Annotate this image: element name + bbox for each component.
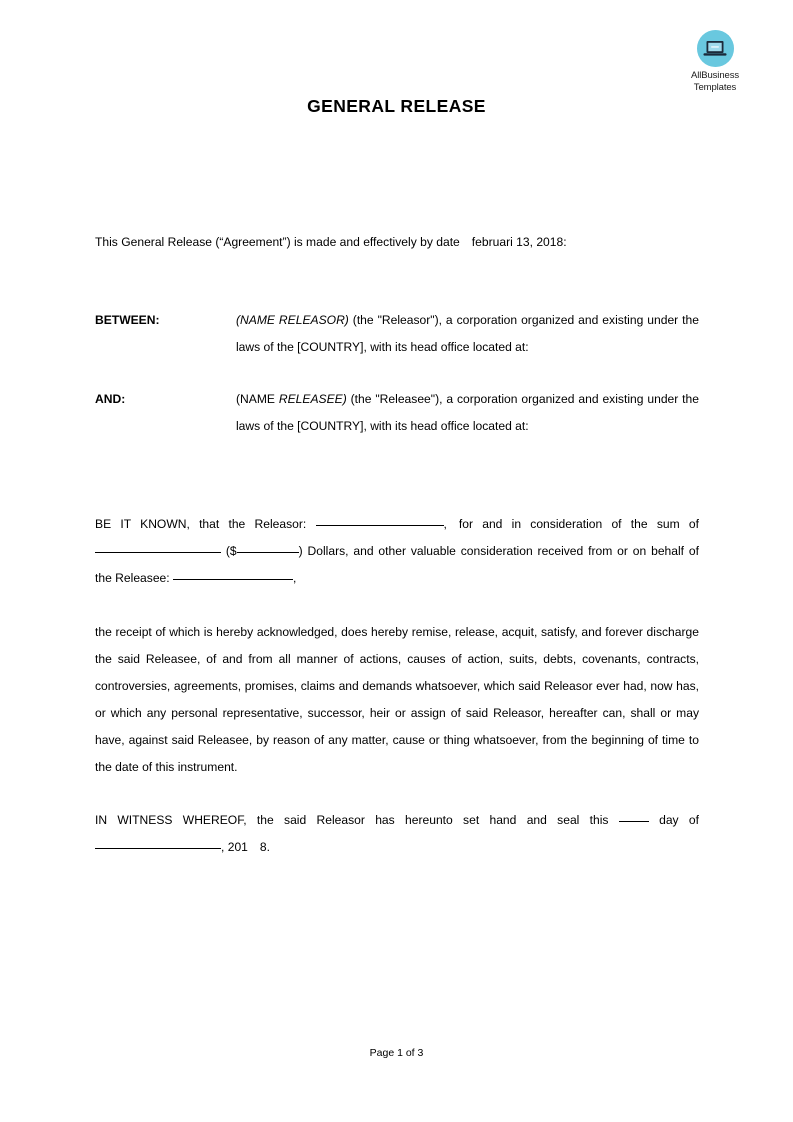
between-label: BETWEEN: <box>95 313 160 327</box>
page-title: GENERAL RELEASE <box>307 96 486 116</box>
releasor-name-blank[interactable] <box>316 525 444 526</box>
intro-paragraph <box>95 229 699 256</box>
intro-colon: : <box>563 235 567 249</box>
release-body-paragraph: the receipt of which is hereby acknowledged, does hereby remise, release, acquit, satisfy, and forever discharge the said Releasee, of and from all manner of actions, causes of action, suits, debts, covenants, contracts, controversies, agreements, promises, claims and demands whatsoever, which said Releasor ever had, now has, or which any personal representative, successor, heir or assign of said Releasor, hereafter can, shall or may have, against said Releasee, by reason of any matter, cause or thing whatsoever, from the beginning of time to the date of this instrument. <box>95 625 699 774</box>
consideration-seg-2: , <box>443 517 447 531</box>
releasee-name-prefix: (NAME <box>236 392 279 406</box>
laptop-glyph <box>703 40 727 58</box>
consideration-seg-3: for and in consideration of the sum of <box>458 517 699 531</box>
witness-seg-4: 8. <box>259 840 270 854</box>
between-body <box>236 307 699 361</box>
logo-line-1: AllBusiness <box>690 70 739 81</box>
agreement-date: februari 13, 2018 <box>471 235 564 249</box>
consideration-seg-5: ) Dollars, and other valuable consideration received from or on behalf of the Releasee: <box>95 544 699 585</box>
logo-wordmark <box>672 70 758 93</box>
witness-seg-2: day of <box>659 813 699 827</box>
releasee-name-blank[interactable] <box>173 579 293 580</box>
releasor-name-placeholder: (NAME RELEASOR) <box>236 313 349 327</box>
intro-text: This General Release (“Agreement”) is made and effectively by date <box>95 235 460 249</box>
sum-amount-blank[interactable] <box>237 552 299 553</box>
consideration-paragraph <box>95 511 699 592</box>
day-blank[interactable] <box>619 821 649 822</box>
consideration-seg-1: BE IT KNOWN, that the Releasor: <box>95 517 307 531</box>
party-row-and <box>95 386 699 440</box>
allbusiness-templates-logo <box>672 30 758 93</box>
witness-paragraph <box>95 807 699 861</box>
page-footer: Page 1 of 3 <box>369 1047 424 1059</box>
and-rest: (the "Releasee"), a corporation organized and existing under the laws of the [COUNTRY], with its head office located at: <box>236 392 699 433</box>
witness-seg-3: , 201 <box>221 840 248 854</box>
and-body <box>236 386 699 440</box>
between-rest: (the "Releasor"), a corporation organized and existing under the laws of the [COUNTRY], with its head office located at: <box>236 313 699 354</box>
and-label: AND: <box>95 392 126 406</box>
consideration-seg-6: , <box>293 571 297 585</box>
witness-seg-1: IN WITNESS WHEREOF, the said Releasor has hereunto set hand and seal this <box>95 813 609 827</box>
consideration-seg-4: ($ <box>225 544 237 558</box>
laptop-icon <box>697 30 734 67</box>
releasee-name-placeholder: RELEASEE) <box>278 392 347 406</box>
sum-words-blank[interactable] <box>95 552 221 553</box>
party-row-between <box>95 307 699 361</box>
month-blank[interactable] <box>95 848 221 849</box>
logo-line-2: Templates <box>693 81 737 93</box>
